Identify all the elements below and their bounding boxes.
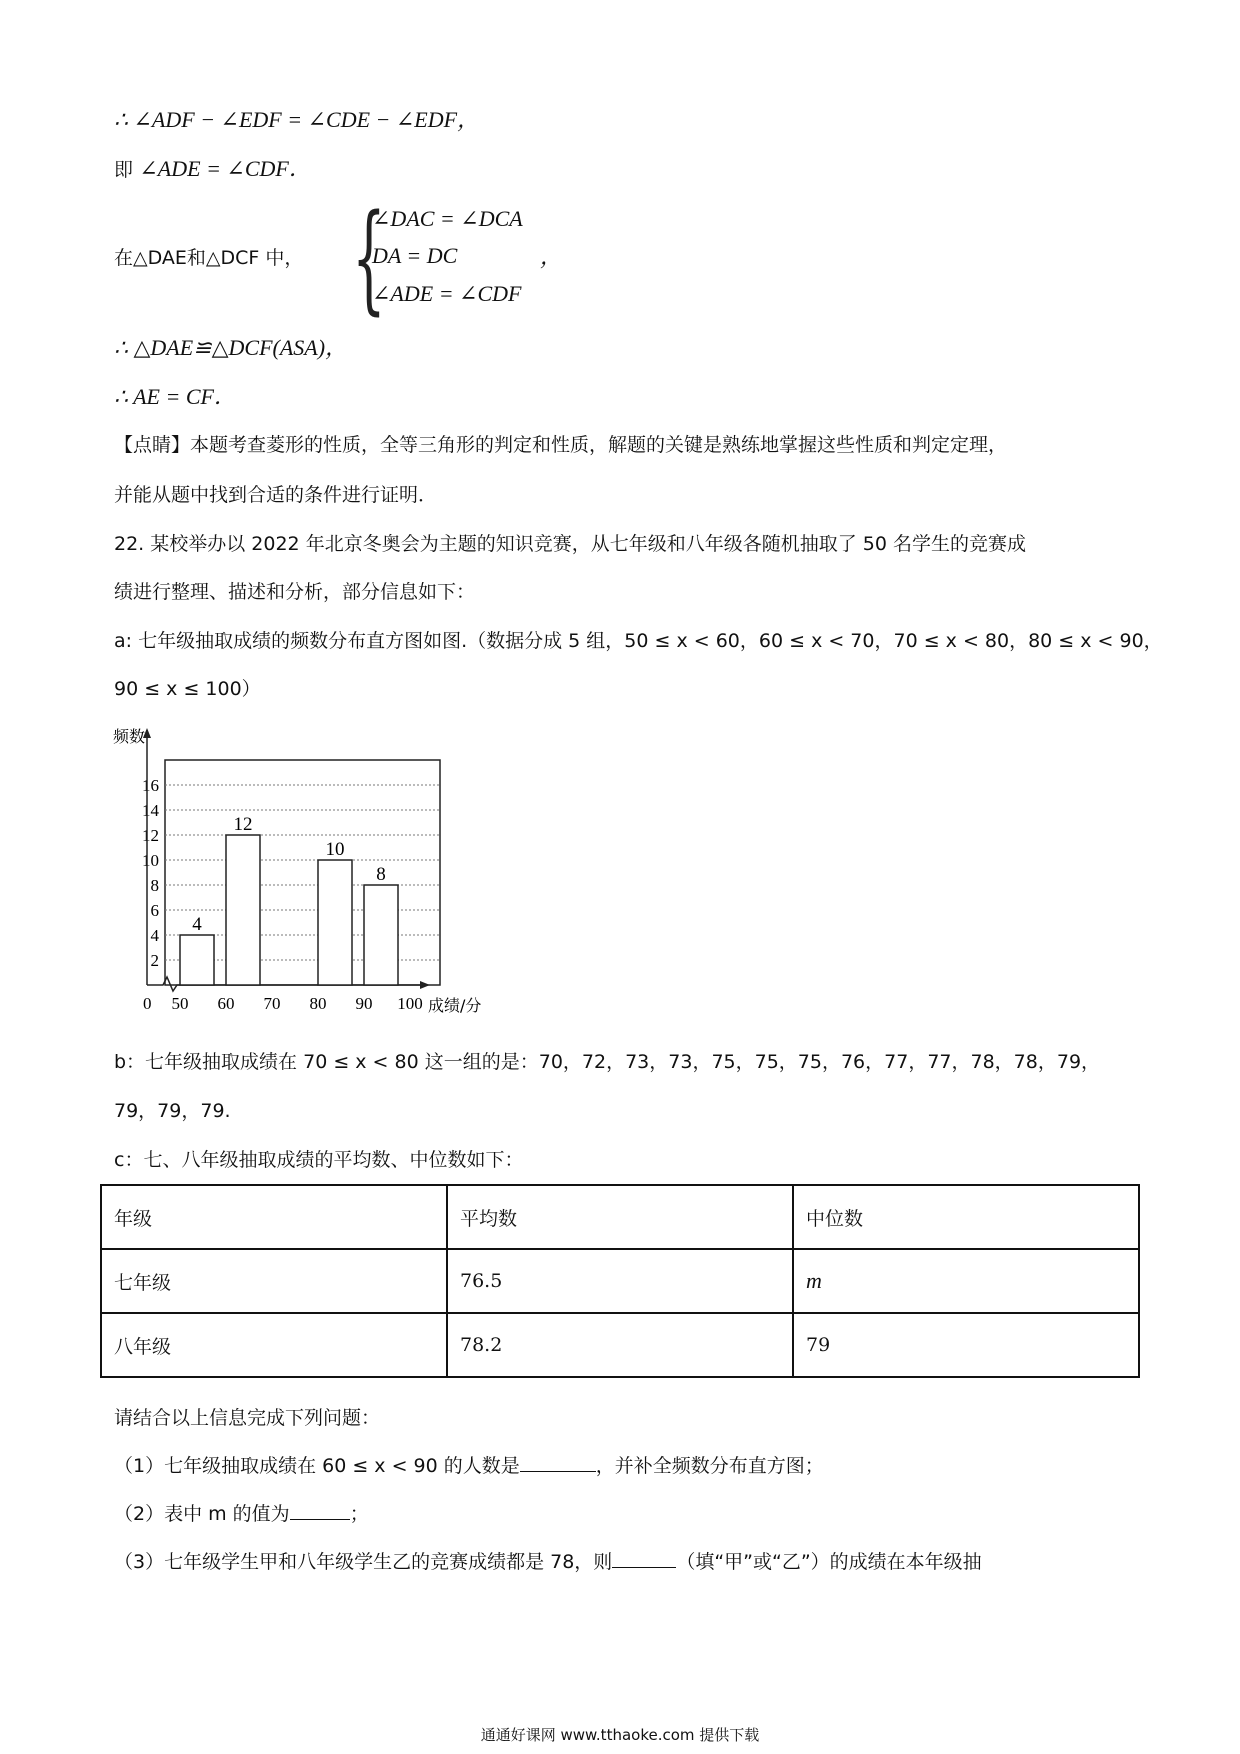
table-row: [101, 1313, 1139, 1377]
proof-line-3-prefix: 在△DAE和△DCF 中，: [114, 247, 304, 269]
task-3: [114, 1548, 982, 1576]
info-a-line-2: 90 ≤ x ≤ 100）: [114, 678, 261, 700]
table-cell: 八年级: [101, 1313, 447, 1377]
x-tick-label: 60: [217, 994, 235, 1013]
note-line-1: 【点睛】本题考查菱形的性质，全等三角形的判定和性质，解题的关键是熟练地掌握这些性质和判定定理，: [114, 434, 1008, 456]
task-2-text: （2）表中 m 的值为: [114, 1503, 290, 1525]
table-cell: 76.5: [447, 1249, 793, 1313]
bar-data-label: 4: [192, 914, 202, 935]
page-footer: 通通好课网 www.tthaoke.com 提供下载: [480, 1726, 760, 1744]
task-2: [114, 1500, 369, 1528]
table-header-row: [101, 1185, 1139, 1249]
table-header-cell: 平均数: [447, 1185, 793, 1249]
y-tick-label: 12: [142, 826, 159, 845]
y-tick-label: 4: [150, 926, 159, 945]
x-axis-arrow: [420, 981, 430, 989]
system-row-3: ∠ADE = ∠CDF: [372, 281, 522, 306]
task-3-answer-blank[interactable]: [612, 1567, 676, 1568]
bar-data-label: 8: [376, 864, 386, 885]
tasks-intro: 请结合以上信息完成下列问题：: [114, 1407, 381, 1429]
question-line-1: 22. 某校举办以 2022 年北京冬奥会为主题的知识竞赛，从七年级和八年级各随机抽取了 50 名学生的竞赛成: [114, 533, 1026, 555]
bar-data-label: 12: [233, 814, 253, 835]
system-row-1: ∠DAC = ∠DCA: [372, 206, 523, 231]
info-b-line-1: b：七年级抽取成绩在 70 ≤ x < 80 这一组的是：70，72，73，73，75，75，75，76，77，77，78，78，79，: [114, 1051, 1101, 1073]
info-b-line-2: 79，79，79.: [114, 1100, 231, 1122]
table-cell: 79: [793, 1313, 1139, 1377]
x-tick-label: 100: [397, 994, 423, 1013]
task-1: [114, 1452, 824, 1480]
task-2-answer-blank[interactable]: [290, 1519, 350, 1520]
info-c-line: c：七、八年级抽取成绩的平均数、中位数如下：: [114, 1149, 524, 1171]
task-1-text-end: ，并补全频数分布直方图；: [595, 1455, 824, 1477]
task-3-text-end: （填“甲”或“乙”）的成绩在本年级抽: [676, 1551, 982, 1573]
table-header-cell: 年级: [101, 1185, 447, 1249]
x-tick-label: 70: [263, 994, 281, 1013]
proof-line-2-math: ∠ADE = ∠CDF．: [139, 156, 311, 181]
y-tick-label: 8: [150, 876, 159, 895]
x-tick-label: 90: [355, 994, 373, 1013]
y-axis-label: 频数: [113, 727, 146, 746]
histogram-bar: [364, 885, 398, 985]
table-cell: 七年级: [101, 1249, 447, 1313]
system-brace: {: [352, 188, 386, 326]
bar-data-label: 10: [325, 839, 345, 860]
histogram-bar: [226, 835, 260, 985]
stats-table: [100, 1184, 1140, 1378]
y-tick-label: 16: [142, 776, 159, 795]
question-line-2: 绩进行整理、描述和分析，部分信息如下：: [114, 581, 476, 603]
histogram-bar: [180, 935, 214, 985]
task-1-answer-blank[interactable]: [520, 1471, 596, 1472]
info-a-line-1: a: 七年级抽取成绩的频数分布直方图如图.（数据分成 5 组，50 ≤ x < 60，60 ≤ x < 70，70 ≤ x < 80，80 ≤ x < 90，: [114, 630, 1163, 652]
task-3-text: （3）七年级学生甲和八年级学生乙的竞赛成绩都是 78，则: [114, 1551, 613, 1573]
table-header-cell: 中位数: [793, 1185, 1139, 1249]
table-cell: m: [793, 1249, 1139, 1313]
y-tick-label: 10: [142, 851, 159, 870]
x-axis-label: 成绩/分: [428, 996, 482, 1015]
table-row: [101, 1249, 1139, 1313]
system-comma: ，: [540, 244, 563, 269]
proof-line-2-prefix: 即: [114, 159, 134, 181]
proof-line-2: [114, 155, 311, 184]
task-1-text: （1）七年级抽取成绩在 60 ≤ x < 90 的人数是: [114, 1455, 520, 1477]
proof-line-5: ∴ AE = CF．: [114, 384, 236, 409]
note-line-2: 并能从题中找到合适的条件进行证明．: [114, 484, 438, 506]
frequency-histogram: [110, 720, 490, 1020]
proof-line-3: [114, 243, 303, 272]
x-tick-label: 80: [309, 994, 327, 1013]
y-tick-label: 6: [150, 901, 159, 920]
table-cell: 78.2: [447, 1313, 793, 1377]
origin-label: 0: [143, 994, 152, 1013]
proof-line-1: ∴ ∠ADF − ∠EDF = ∠CDE − ∠EDF，: [114, 107, 480, 132]
y-tick-label: 2: [150, 951, 159, 970]
proof-line-4: ∴ △DAE≌△DCF(ASA)，: [114, 335, 348, 360]
y-tick-label: 14: [142, 801, 159, 820]
x-tick-label: 50: [171, 994, 189, 1013]
histogram-bar: [318, 860, 352, 985]
task-2-text-end: ；: [349, 1503, 369, 1525]
system-row-2: DA = DC: [372, 243, 458, 268]
